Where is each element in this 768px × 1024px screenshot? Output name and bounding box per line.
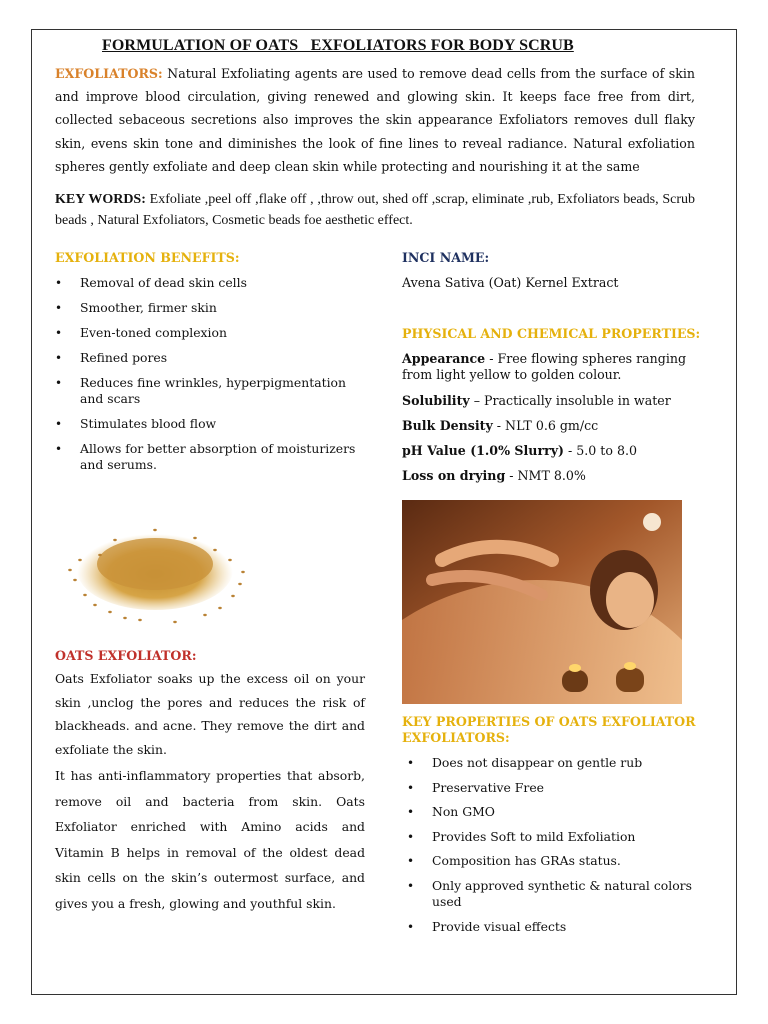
benefit-item: • Even-toned complexion	[55, 325, 365, 341]
benefit-item: • Removal of dead skin cells	[55, 275, 365, 291]
key-properties-list	[407, 755, 717, 943]
exfoliators-label: EXFOLIATORS:	[55, 66, 163, 81]
ph-label: pH Value (1.0% Slurry)	[402, 443, 565, 458]
prop-lod	[402, 468, 712, 484]
key-property-item: • Only approved synthetic & natural colors used	[407, 878, 717, 910]
prop-appearance	[402, 351, 712, 383]
ph-value: - 5.0 to 8.0	[564, 443, 637, 458]
benefits-heading: EXFOLIATION BENEFITS:	[55, 250, 240, 265]
benefit-item: • Smoother, firmer skin	[55, 300, 365, 316]
oats-heading: OATS EXFOLIATOR:	[55, 648, 197, 663]
appearance-label: Appearance	[402, 351, 486, 366]
benefit-item: • Stimulates blood flow	[55, 416, 365, 432]
appearance-value: - Free flowing spheres ranging from light yellow to golden colour.	[402, 351, 687, 382]
exfoliators-paragraph	[55, 62, 695, 178]
keywords-text: Exfoliate ,peel off ,flake off , ,throw out, shed off ,scrap, eliminate ,rub, Exfoliators beads, Scrub beads , Natural Exfoliators, Cosmetic beads foe aesthetic effect.	[55, 192, 696, 228]
prop-solubility	[402, 393, 712, 409]
inci-heading: INCI NAME:	[402, 250, 490, 265]
oats-paragraph-2: It has anti-inflammatory properties that absorb, remove oil and bacteria from skin. Oats Exfoliator enriched with Amino acids and Vitamin B helps in removal of the oldest dead skin cells on the skin’s outermost surface, and gives you a fresh, glowing and youthful skin.	[55, 768, 365, 911]
lod-value: - NMT 8.0%	[505, 468, 586, 483]
prop-density	[402, 418, 712, 434]
oats-grain-image	[55, 500, 255, 638]
benefit-item: • Refined pores	[55, 350, 365, 366]
key-properties-heading: KEY PROPERTIES OF OATS EXFOLIATOR EXFOLIATORS:	[402, 714, 696, 745]
page-title: FORMULATION OF OATS EXFOLIATORS FOR BODY SCRUB	[102, 37, 574, 54]
benefits-list	[55, 275, 365, 482]
massage-photo	[402, 500, 682, 704]
key-property-item: • Provides Soft to mild Exfoliation	[407, 829, 717, 845]
density-label: Bulk Density	[402, 418, 493, 433]
properties-heading: PHYSICAL AND CHEMICAL PROPERTIES:	[402, 326, 701, 341]
key-property-item: • Non GMO	[407, 804, 717, 820]
key-property-item: • Composition has GRAs status.	[407, 853, 717, 869]
keywords-paragraph	[55, 189, 695, 231]
key-property-item: • Preservative Free	[407, 780, 717, 796]
benefit-item: • Allows for better absorption of moisturizers and serums.	[55, 441, 365, 473]
oats-paragraph-1: Oats Exfoliator soaks up the excess oil on your skin ,unclog the pores and reduces the risk of blackheads. and acne. They remove the dirt and exfoliate the skin.	[55, 671, 365, 757]
prop-ph	[402, 443, 712, 459]
keywords-label: KEY WORDS:	[55, 192, 146, 207]
lod-label: Loss on drying	[402, 468, 506, 483]
key-property-item: • Does not disappear on gentle rub	[407, 755, 717, 771]
solubility-value: – Practically insoluble in water	[469, 393, 671, 408]
benefit-item: • Reduces fine wrinkles, hyperpigmentation and scars	[55, 375, 365, 407]
density-value: - NLT 0.6 gm/cc	[492, 418, 599, 433]
solubility-label: Solubility	[402, 393, 470, 408]
inci-value: Avena Sativa (Oat) Kernel Extract	[402, 275, 619, 290]
key-property-item: • Provide visual effects	[407, 919, 717, 935]
exfoliators-text: Natural Exfoliating agents are used to remove dead cells from the surface of skin and improve blood circulation, giving renewed and glowing skin. It keeps face free from dirt, collected sebaceous secretions also improves the skin appearance Exfoliators removes dull flaky skin, evens skin tone and diminishes the look of fine lines to reveal radiance. Natural exfoliation spheres gently exfoliate and deep clean skin while protecting and nourishing it at the same	[55, 66, 695, 174]
